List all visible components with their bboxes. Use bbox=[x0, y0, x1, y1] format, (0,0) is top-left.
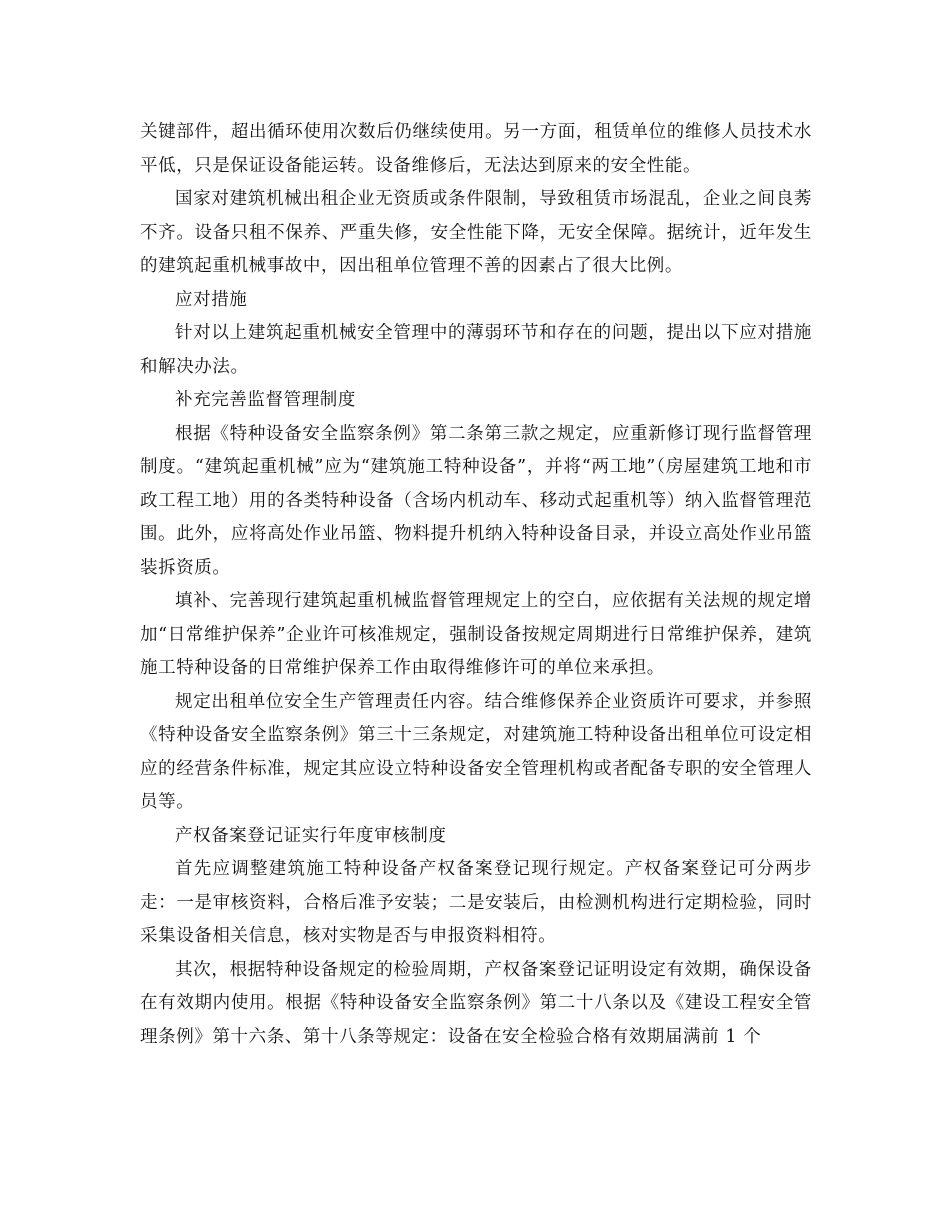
paragraph-8: 其次，根据特种设备规定的检验周期，产权备案登记证明设定有效期，确保设备在有效期内使用。根据《特种设备安全监察条例》第二十八条以及《建设工程安全管理条例》第十六条、第十八条等规定：设备在安全检验合格有效期届满前 1 个 bbox=[140, 959, 812, 1047]
paragraph-6: 规定出租单位安全生产管理责任内容。结合维修保养企业资质许可要求，并参照《特种设备安全监察条例》第三十三条规定，对建筑施工特种设备出租单位可设定相应的经营条件标准，规定其应设立特种设备安全管理机构或者配备专职的安全管理人员等。 bbox=[140, 691, 812, 812]
paragraph-4: 根据《特种设备安全监察条例》第二条第三款之规定，应重新修订现行监督管理制度。“建筑起重机械”应为“建筑施工特种设备”，并将“两工地”（房屋建筑工地和市政工程工地）用的各类特种设备（含场内机动车、移动式起重机等）纳入监督管理范围。此外，应将高处作业吊篮、物料提升机纳入特种设备目录，并设立高处作业吊篮装拆资质。 bbox=[140, 423, 812, 578]
paragraph-1: 关键部件，超出循环使用次数后仍继续使用。另一方面，租赁单位的维修人员技术水平低，只是保证设备能运转。设备维修后，无法达到原来的安全性能。 bbox=[140, 122, 812, 176]
document-page bbox=[140, 116, 812, 1054]
paragraph-3: 针对以上建筑起重机械安全管理中的薄弱环节和存在的问题，提出以下应对措施和解决办法。 bbox=[140, 323, 812, 377]
paragraph-7: 首先应调整建筑施工特种设备产权备案登记现行规定。产权备案登记可分两步走：一是审核资料，合格后准予安装；二是安装后，由检测机构进行定期检验，同时采集设备相关信息，核对实物是否与申报资料相符。 bbox=[140, 859, 812, 946]
paragraph-2: 国家对建筑机械出租企业无资质或条件限制，导致租赁市场混乱，企业之间良莠不齐。设备只租不保养、严重失修，安全性能下降，无安全保障。据统计，近年发生的建筑起重机械事故中，因出租单位管理不善的因素占了很大比例。 bbox=[140, 189, 812, 276]
section-heading-annual-review: 产权备案登记证实行年度审核制度 bbox=[175, 825, 447, 846]
section-heading-supervision-system: 补充完善监督管理制度 bbox=[175, 390, 356, 410]
section-heading-countermeasures: 应对措施 bbox=[175, 289, 248, 310]
paragraph-5: 填补、完善现行建筑起重机械监督管理规定上的空白，应依据有关法规的规定增加“日常维护保养”企业许可核准规定，强制设备按规定周期进行日常维护保养，建筑施工特种设备的日常维护保养工作由取得维修许可的单位来承担。 bbox=[140, 591, 812, 678]
